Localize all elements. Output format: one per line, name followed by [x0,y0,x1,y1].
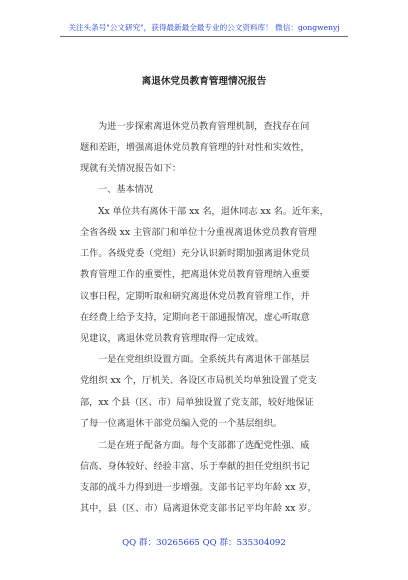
body-line: 工作。各级党委（党组）充分认识新时期加强离退休党员 [80,248,310,259]
body-line: 为进一步探索离退休党员教育管理机制，查找存在问 [98,121,310,132]
body-line: 其中，县（区、市）局离退休党支部书记平均年龄 xx 岁。 [80,503,317,514]
body-line: 在经费上给予支持，定期向老干部通报情况，虚心听取意 [80,312,310,323]
body-line: 教育管理工作的重要性，把离退休党员教育管理纳入重要 [80,269,310,280]
body-line: 支部的战斗力得到进一步增强。支部书记平均年龄 xx 岁， [80,482,317,493]
body-line: 二是在班子配备方面。每个支部都了选配党性强、威 [98,440,310,451]
body-line: 见建议，离退休党员教育管理取得一定成效。 [80,333,264,344]
body-line: 全省各级 xx 主管部门和单位十分重视离退休党员教育管理 [80,227,317,238]
body-line: 议事日程，定期听取和研究离退休党员教育管理工作，并 [80,291,310,302]
footer-contact: QQ 群：30265665 QQ 群：535304092 [122,538,286,548]
document-body [80,0,332,580]
body-line: 党组织 xx 个，厅机关、各设区市局机关均单独设置了党支 [80,375,317,386]
document-title: 离退休党员教育管理情况报告 [141,76,267,87]
body-line: 了每一位离退休干部党员编入党的一个基层组织。 [80,418,283,429]
header-banner: 关注头条号"公文研究"，获得最新最全最专业的公文资料库！ 微信：gongwenyj [68,23,340,32]
body-line: 一是在党组织设置方面。全系统共有离退休干部基层 [98,354,310,365]
body-line: 现就有关情况报告如下： [80,163,182,174]
body-line: 信高、身体较好、经验丰富、乐于奉献的担任党组织书记 [80,461,310,472]
body-line: 部，xx 个县（区、市）局单独设置了党支部，较好地保证 [80,397,314,408]
body-line: Xx 单位共有离休干部 xx 名，退休同志 xx 名。近年来， [98,206,329,217]
body-line: 题和差距，增强离退休党员教育管理的针对性和实效性， [80,142,310,153]
section-heading: 一、基本情况 [98,184,154,195]
